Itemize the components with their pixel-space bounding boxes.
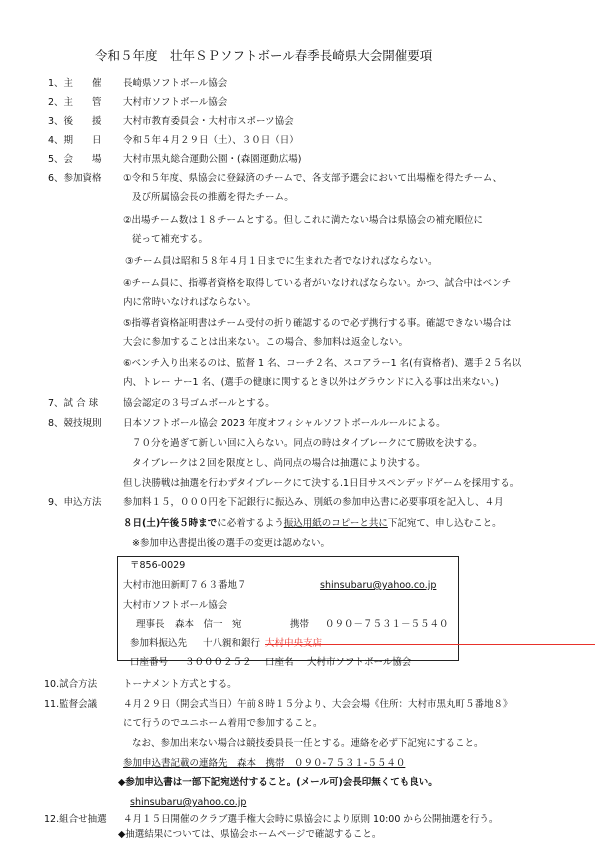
section-9-line: 参加料１５，０００円を下記銀行に振込み、別紙の参加申込書に必要事項を記入し、４月 xyxy=(123,497,504,508)
holder-name: 大村市ソフトボール協会 xyxy=(307,657,412,668)
copy-note: 振込用紙のコピーと共に xyxy=(283,518,388,529)
section-6-line: ⑥ベンチ入り出来るのは、監督 1 名、コーチ２名、スコアラー1 名(有資格者)、選手２５名以 xyxy=(123,358,522,369)
section-10-text: トーナメント方式とする。 xyxy=(123,679,237,690)
section-6-line: ①令和５年度、県協会に登録済のチームで、各支部予選会において出場権を得たチーム、 xyxy=(123,173,503,184)
section-6-line: 内、トレー ナー1 名、(選手の健康に関するとき以外はグラウンドに入る事は出来ない。) xyxy=(123,377,499,388)
holder-label: 口座名 xyxy=(265,657,294,668)
contact-line: 参加申込書記載の連絡先 森本 携帯 ０９０-７５３１-５５４０ xyxy=(123,758,406,769)
section-8-line: 但し決勝戦は抽選を行わずタイブレークにて決する.1日目サスペンデッドゲームを採用する。 xyxy=(123,478,520,489)
section-11-line: ４月２９日（開会式当日）午前８時１５分より、大会会場《住所：大村市黒丸町５番地８》 xyxy=(123,699,513,710)
section-7-label: 7、試 合 球 xyxy=(48,398,99,409)
section-6-line: ⑤指導者資格証明書はチーム受付の折り確認するので必ず携行する事。確認できない場合は xyxy=(123,318,512,329)
section-1-text: 長崎県ソフトボール協会 xyxy=(123,78,228,89)
section-10-label: 10.試合方法 xyxy=(44,679,98,690)
mail-note: ◆参加申込書は一部下記宛送付すること。(メール可)会長印無くても良い。 xyxy=(118,777,438,788)
section-8-line: タイブレークは２回を限度とし、尚同点の場合は抽選により決する。 xyxy=(132,458,426,469)
section-4-text: 令和５年４月２９日（土）、３０日（日） xyxy=(123,135,299,146)
email-link[interactable]: shinsubaru@yahoo.co.jp xyxy=(320,580,437,591)
deadline-end: 下記宛て、申し込むこと。 xyxy=(387,518,502,529)
account-label: 口座番号 xyxy=(130,657,169,668)
bank-name: 十八親和銀行 xyxy=(203,638,261,649)
chair-role: 理事長 xyxy=(136,619,165,630)
section-7-text: 協会認定の３号ゴムボールとする。 xyxy=(123,398,275,409)
section-8-line: 日本ソフトボール協会 2023 年度オフィシャルソフトボールルールによる。 xyxy=(123,418,446,429)
section-9-note: ※参加申込書提出後の選手の変更は認めない。 xyxy=(132,538,330,549)
section-2-label: 2、主 管 xyxy=(48,97,102,108)
section-5-text: 大村市黒丸総合運動公園・(森園運動広場) xyxy=(123,154,302,165)
section-6-line: 大会に参加することは出来ない。この場合、参加料は返金しない。 xyxy=(123,337,409,348)
section-12-note: ◆抽選結果については、県協会ホームページで確認すること。 xyxy=(118,829,382,840)
deadline-mid: に必着するよう xyxy=(217,518,284,529)
account-number: ３０００２５２ xyxy=(185,657,252,668)
deadline-text: ８日(土)午後５時まで xyxy=(123,518,218,529)
address: 大村市池田新町７６３番地７ xyxy=(123,580,247,591)
postal-code: 〒856-0029 xyxy=(130,560,186,571)
section-6-line: ④チーム員に、指導者資格を取得している者がいなければならない。かつ、試合中はベンチ xyxy=(123,278,512,289)
section-6-line: 内に常時いなければならない。 xyxy=(123,297,257,308)
phone-number: ０９０－７５３１－５５４０ xyxy=(325,619,449,630)
section-12-label: 12.組合せ抽選 xyxy=(44,814,107,825)
phone-label: 携帯 xyxy=(290,619,310,630)
section-3-text: 大村市教育委員会・大村市スポーツ協会 xyxy=(123,116,294,127)
section-6-label: 6、参加資格 xyxy=(48,173,102,184)
section-6-line: ③チーム員は昭和５８年４月１日までに生まれた者でなければならない。 xyxy=(125,256,438,267)
section-8-line: ７０分を過ぎて新しい回に入らない。同点の時はタイブレークにて勝敗を決する。 xyxy=(132,438,483,449)
section-6-line: 従って補充する。 xyxy=(132,234,209,245)
section-1-label: 1、主 催 xyxy=(48,78,102,89)
section-12-text: ４月１５日開催のクラブ選手権大会時に県協会により原則 10:00 から公開抽選を行う。 xyxy=(123,814,499,825)
section-5-label: 5、会 場 xyxy=(48,154,102,165)
page-title: 令和５年度 壮年ＳＰソフトボール春季長崎県大会開催要項 xyxy=(95,48,433,63)
section-3-label: 3、後 援 xyxy=(48,116,102,127)
contact-email[interactable]: shinsubaru@yahoo.co.jp xyxy=(130,797,247,808)
chair-name: 森本 信一 宛 xyxy=(175,619,242,630)
section-2-text: 大村市ソフトボール協会 xyxy=(123,97,228,108)
bank-branch: 大村中央支店 xyxy=(265,638,595,649)
section-6-line: ②出場チーム数は１８チームとする。但しこれに満たない場合は県協会の補充順位に xyxy=(123,215,484,226)
section-9-line xyxy=(123,518,502,529)
section-4-label: 4、期 日 xyxy=(48,135,102,146)
section-11-label: 11.監督会議 xyxy=(44,699,98,710)
org-name: 大村市ソフトボール協会 xyxy=(123,600,228,611)
section-11-line: にて行うのでユニホーム着用で参加すること。 xyxy=(123,718,323,729)
section-9-label: 9、申込方法 xyxy=(48,497,102,508)
bank-label: 参加料振込先 xyxy=(130,638,188,649)
section-8-label: 8、競技規則 xyxy=(48,418,102,429)
section-6-line: 及び所属協会長の推薦を得たチーム。 xyxy=(132,192,294,203)
section-11-line: なお、参加出来ない場合は競技委員長一任とする。連絡を必ず下記宛にすること。 xyxy=(132,738,484,749)
